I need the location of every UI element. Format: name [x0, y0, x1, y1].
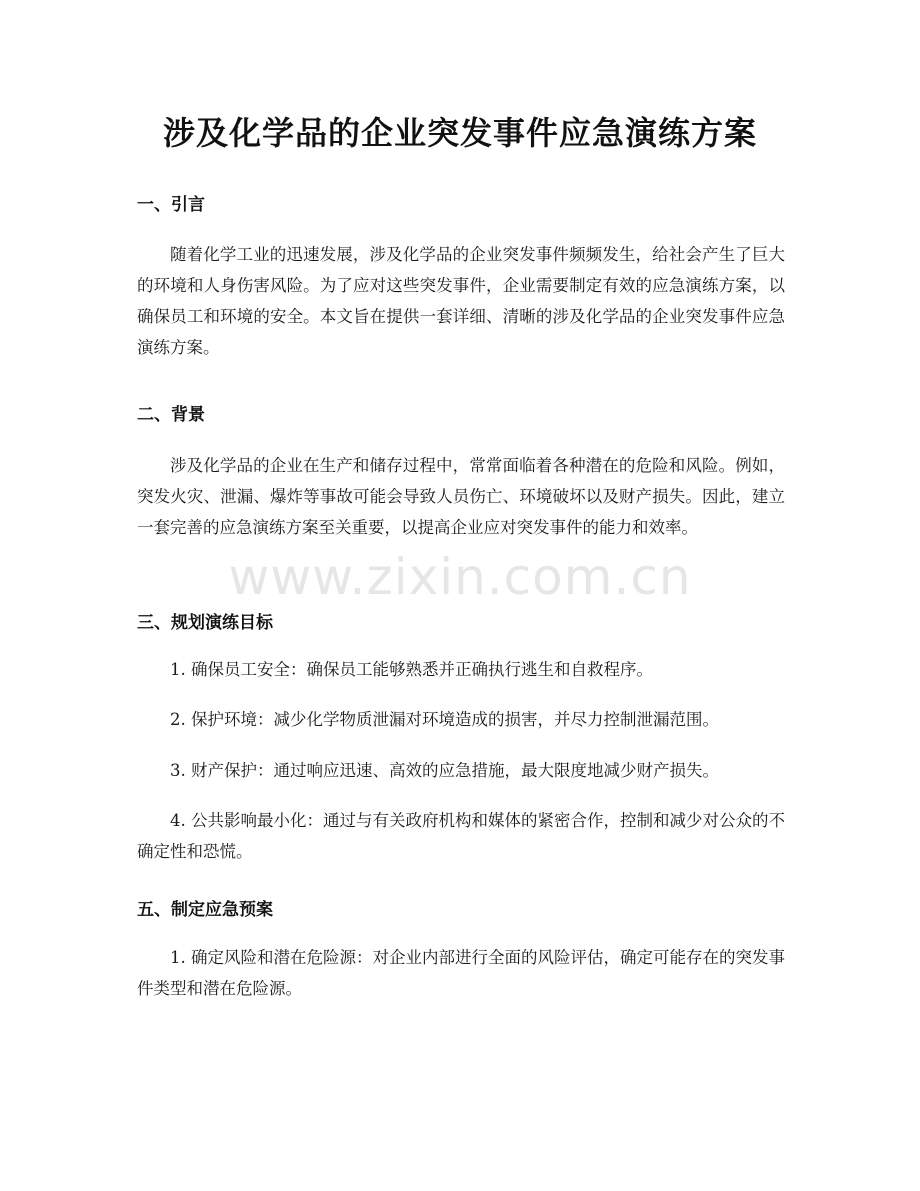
section-heading-introduction: 一、引言 [137, 195, 205, 215]
list-item-plan-1: 1. 确定风险和潜在危险源：对企业内部进行全面的风险评估，确定可能存在的突发事件类型和潜在危险源。 [137, 948, 785, 998]
section-heading-emergency-plan: 五、制定应急预案 [137, 900, 273, 920]
list-item-objective-2: 2. 保护环境：减少化学物质泄漏对环境造成的损害，并尽力控制泄漏范围。 [170, 710, 719, 729]
list-item-objective-3: 3. 财产保护：通过响应迅速、高效的应急措施，最大限度地减少财产损失。 [170, 761, 719, 780]
watermark-text: www.zixin.com.cn [228, 548, 692, 606]
list-item-objective-4: 4. 公共影响最小化：通过与有关政府机构和媒体的紧密合作，控制和减少对公众的不确定性和恐慌。 [137, 811, 785, 861]
paragraph-introduction: 随着化学工业的迅速发展，涉及化学品的企业突发事件频频发生，给社会产生了巨大的环境和人身伤害风险。为了应对这些突发事件，企业需要制定有效的应急演练方案，以确保员工和环境的安全。本文旨在提供一套详细、清晰的涉及化学品的企业突发事件应急演练方案。 [137, 245, 785, 357]
document-title: 涉及化学品的企业突发事件应急演练方案 [162, 114, 757, 152]
section-heading-background: 二、背景 [137, 405, 205, 425]
paragraph-background: 涉及化学品的企业在生产和储存过程中，常常面临着各种潜在的危险和风险。例如，突发火灾、泄漏、爆炸等事故可能会导致人员伤亡、环境破坏以及财产损失。因此，建立一套完善的应急演练方案至关重要，以提高企业应对突发事件的能力和效率。 [137, 456, 785, 537]
list-item-objective-1: 1. 确保员工安全：确保员工能够熟悉并正确执行逃生和自救程序。 [170, 660, 653, 679]
section-heading-drill-objectives: 三、规划演练目标 [137, 613, 273, 633]
